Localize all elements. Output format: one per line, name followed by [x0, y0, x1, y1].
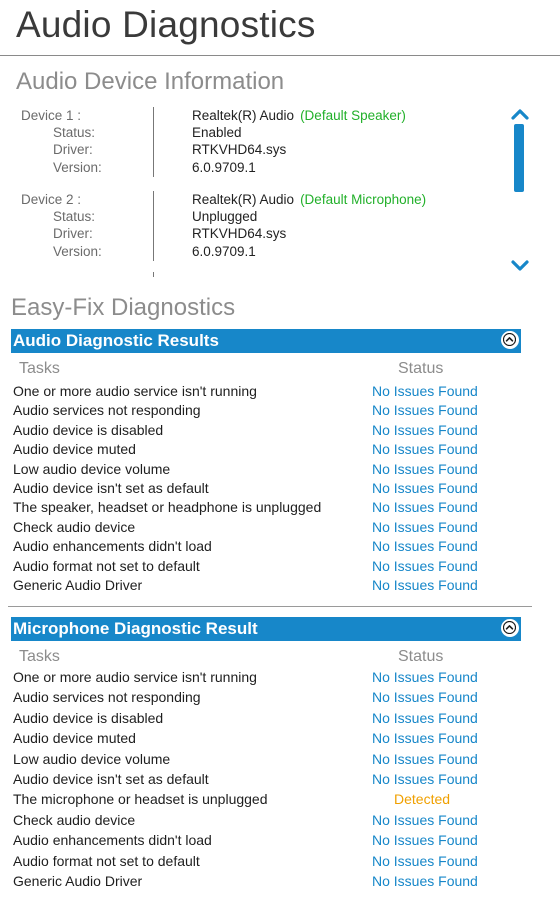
task-status: No Issues Found: [372, 480, 478, 496]
task-status: No Issues Found: [372, 771, 478, 787]
table-row: [13, 401, 513, 420]
audio-status-header: Status: [398, 360, 444, 377]
status-value: Unplugged: [192, 209, 258, 224]
microphone-results-title: Microphone Diagnostic Result: [13, 619, 258, 638]
task-status: No Issues Found: [372, 577, 478, 593]
task-name: One or more audio service isn't running: [13, 383, 257, 399]
task-name: Audio device isn't set as default: [13, 771, 209, 787]
task-status: No Issues Found: [372, 832, 478, 849]
microphone-results-collapse-button[interactable]: [501, 619, 519, 637]
audio-tasks-header: Tasks: [19, 360, 60, 377]
task-name: Generic Audio Driver: [13, 577, 143, 593]
table-row: [13, 498, 513, 517]
task-status: No Issues Found: [372, 499, 478, 516]
task-name: Generic Audio Driver: [13, 873, 143, 889]
driver-label: Driver:: [53, 226, 93, 241]
table-row: [13, 729, 513, 748]
device-name-text: Realtek(R) Audio: [192, 192, 295, 207]
scrollbar-thumb[interactable]: [514, 124, 524, 192]
default-microphone-tag: (Default Microphone): [300, 192, 427, 207]
table-row: [13, 790, 513, 809]
chevron-up-circle-icon: [503, 333, 516, 346]
task-name: Check audio device: [13, 518, 136, 535]
task-status: No Issues Found: [372, 811, 478, 828]
audio-results-title: Audio Diagnostic Results: [13, 331, 219, 350]
version-value: 6.0.9709.1: [192, 244, 256, 259]
table-row: [13, 668, 513, 687]
task-status: No Issues Found: [372, 852, 478, 869]
microphone-status-header: Status: [398, 648, 444, 665]
device-name-text: Realtek(R) Audio: [192, 108, 295, 123]
version-value: 6.0.9709.1: [192, 160, 256, 175]
task-status: No Issues Found: [372, 557, 478, 574]
microphone-tasks-header: Tasks: [19, 648, 60, 665]
task-name: Audio enhancements didn't load: [13, 832, 212, 849]
task-status: No Issues Found: [372, 750, 478, 767]
task-name: Audio device isn't set as default: [13, 480, 209, 496]
task-status: No Issues Found: [372, 441, 478, 458]
device-label: Device 2 :: [21, 192, 82, 207]
driver-value: RTKVHD64.sys: [192, 142, 287, 157]
task-status: Detected: [394, 791, 451, 808]
table-row: [13, 770, 513, 789]
task-status: No Issues Found: [372, 421, 478, 438]
task-status: No Issues Found: [372, 689, 478, 706]
status-value: Enabled: [192, 125, 242, 140]
chevron-up-icon: [510, 106, 530, 122]
table-row: [13, 479, 513, 498]
table-row: [13, 872, 513, 891]
table-row: [13, 557, 513, 576]
section-divider: [8, 606, 532, 607]
task-status: No Issues Found: [372, 873, 478, 889]
task-name: Low audio device volume: [13, 750, 171, 767]
task-name: Check audio device: [13, 811, 136, 828]
task-name: Audio device is disabled: [13, 421, 164, 438]
task-status: No Issues Found: [372, 669, 478, 685]
audio-results-header[interactable]: [11, 329, 521, 353]
device-name: [192, 191, 426, 208]
table-row: [13, 576, 513, 595]
task-status: No Issues Found: [372, 709, 478, 726]
title-divider: [0, 55, 560, 56]
device-list[interactable]: [0, 100, 560, 280]
table-row: [13, 709, 513, 728]
microphone-results-header[interactable]: [11, 617, 521, 641]
easy-fix-heading: Easy-Fix Diagnostics: [11, 294, 236, 321]
table-row: [13, 421, 513, 440]
device-divider: [153, 107, 154, 177]
table-row: [13, 440, 513, 459]
version-label: Version:: [53, 160, 102, 175]
task-status: No Issues Found: [372, 460, 478, 477]
status-label: Status:: [53, 209, 96, 224]
version-label: Version:: [53, 244, 102, 259]
device-label: Device 1 :: [21, 108, 82, 123]
device-name: [192, 107, 406, 124]
default-speaker-tag: (Default Speaker): [300, 108, 406, 123]
driver-value: RTKVHD64.sys: [192, 226, 287, 241]
task-name: The microphone or headset is unplugged: [13, 791, 268, 808]
task-status: No Issues Found: [372, 402, 478, 419]
scroll-up-button[interactable]: [510, 106, 530, 122]
table-row: [13, 382, 513, 401]
status-label: Status:: [53, 125, 96, 140]
table-row: [13, 518, 513, 537]
device-divider: [153, 191, 154, 261]
scroll-down-button[interactable]: [510, 258, 530, 274]
task-name: Audio services not responding: [13, 402, 201, 419]
table-row: [13, 460, 513, 479]
task-name: Audio device muted: [13, 730, 136, 747]
task-name: The speaker, headset or headphone is unplugged: [13, 499, 322, 516]
table-row: [13, 831, 513, 850]
chevron-up-circle-icon: [503, 621, 516, 634]
task-name: Audio services not responding: [13, 689, 201, 706]
task-status: No Issues Found: [372, 518, 478, 535]
table-row: [13, 811, 513, 830]
task-name: Audio format not set to default: [13, 557, 200, 574]
driver-label: Driver:: [53, 142, 93, 157]
chevron-down-icon: [510, 258, 530, 274]
task-name: Audio format not set to default: [13, 852, 200, 869]
task-status: No Issues Found: [372, 383, 478, 399]
audio-results-collapse-button[interactable]: [501, 331, 519, 349]
device-info-heading: Audio Device Information: [16, 68, 285, 95]
task-name: Audio enhancements didn't load: [13, 538, 212, 555]
task-status: No Issues Found: [372, 538, 478, 555]
table-row: [13, 537, 513, 556]
table-row: [13, 852, 513, 871]
task-name: Low audio device volume: [13, 460, 171, 477]
task-status: No Issues Found: [372, 730, 478, 747]
task-name: Audio device is disabled: [13, 709, 164, 726]
task-name: Audio device muted: [13, 441, 136, 458]
table-row: [13, 750, 513, 769]
table-row: [13, 688, 513, 707]
page-title: Audio Diagnostics: [16, 4, 316, 45]
task-name: One or more audio service isn't running: [13, 669, 257, 685]
device-divider-stub: [153, 272, 154, 277]
